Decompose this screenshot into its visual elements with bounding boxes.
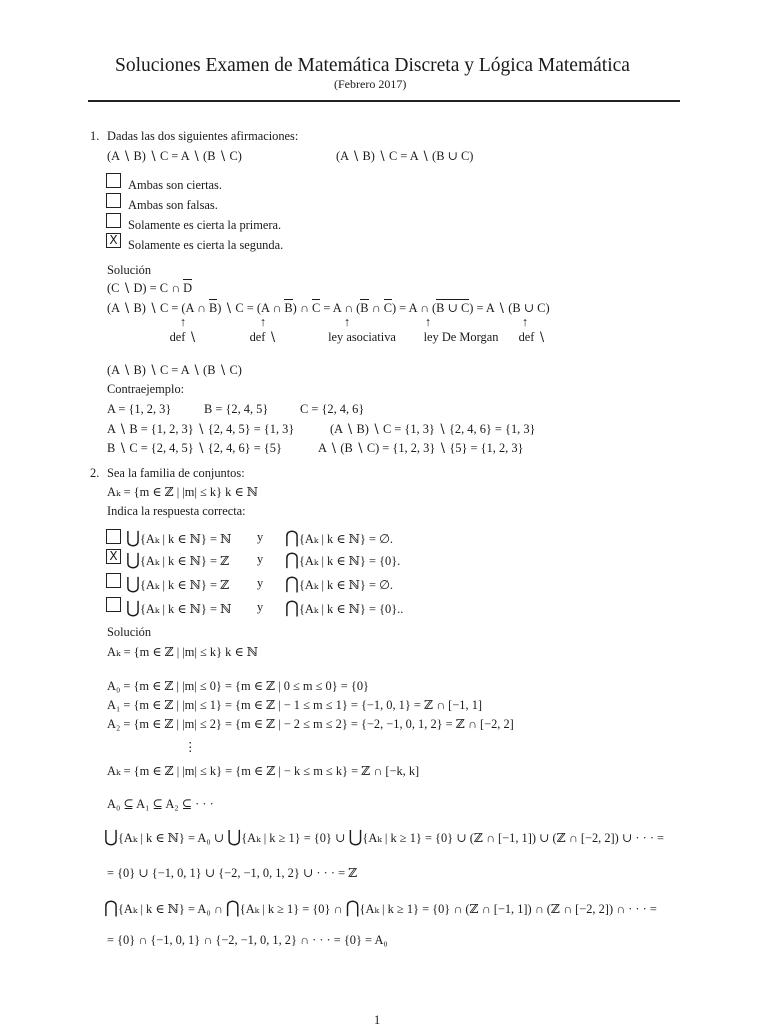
deriv-b1: B bbox=[208, 301, 218, 315]
intersection-symbol: ⋂ bbox=[104, 898, 118, 917]
union-line-s2: {Aₖ | k ≥ 1} = {0} ∪ bbox=[241, 831, 349, 845]
justification-3: ley asociativa bbox=[328, 330, 396, 344]
q1-option-1-label: Ambas son ciertas. bbox=[128, 178, 222, 192]
q1-option-2-checkbox[interactable] bbox=[106, 193, 121, 208]
q2-option-4-y: y bbox=[257, 600, 264, 614]
q1-number: 1. bbox=[90, 129, 100, 143]
q2-expansion-2: A₂ = {m ∈ ℤ | |m| ≤ 2} = {m ∈ ℤ | − 2 ≤ m ≤ 2} = {−2, −1, 0, 1, 2} = ℤ ∩ [−2, 2] bbox=[107, 717, 514, 731]
q2-option-3-checkbox[interactable] bbox=[106, 573, 121, 588]
q2-vdots: ⋮ bbox=[184, 740, 197, 754]
intersection-symbol: ⋂ bbox=[285, 574, 299, 593]
q2-expansion-0: A₀ = {m ∈ ℤ | |m| ≤ 0} = {m ∈ ℤ | 0 ≤ m ≤ 0} = {0} bbox=[107, 679, 369, 693]
q1-set-b: B = {2, 4, 5} bbox=[204, 402, 269, 416]
arrow-2: ↑ bbox=[259, 315, 267, 329]
q2-option-1-inter-text: {Aₖ | k ∈ ℕ} = ∅. bbox=[298, 532, 393, 546]
deriv-p6: ) = A ∩ ( bbox=[391, 301, 437, 315]
title-rule bbox=[88, 100, 680, 102]
q1-option-1-checkbox[interactable] bbox=[106, 173, 121, 188]
deriv-b4: B bbox=[360, 301, 369, 315]
deriv-p1: (A ∖ B) ∖ C = (A ∩ bbox=[107, 301, 209, 315]
q2-option-2-checkbox[interactable]: X bbox=[106, 549, 121, 564]
q1-calc-1: A ∖ B = {1, 2, 3} ∖ {2, 4, 5} = {1, 3} bbox=[107, 422, 295, 436]
arrow-5: ↑ bbox=[521, 315, 529, 329]
q1-set-c: C = {2, 4, 6} bbox=[300, 402, 365, 416]
q1-calc-4: A ∖ (B ∖ C) = {1, 2, 3} ∖ {5} = {1, 2, 3} bbox=[318, 441, 524, 455]
q2-inter-result: = {0} ∩ {−1, 0, 1} ∩ {−2, −1, 0, 1, 2} ∩ · · · = {0} = A₀ bbox=[107, 933, 388, 947]
justification-5: def ∖ bbox=[518, 330, 546, 344]
q2-inter-line bbox=[104, 899, 657, 916]
union-line-s3: {Aₖ | k ≥ 1} = {0} ∪ (ℤ ∩ [−1, 1]) ∪ (ℤ ∩ [−2, 2]) ∪ · · · = bbox=[362, 831, 665, 845]
q2-prompt: Indica la respuesta correcta: bbox=[107, 504, 246, 518]
page-title: Soluciones Examen de Matemática Discreta y Lógica Matemática bbox=[115, 55, 630, 76]
union-symbol: ⋃ bbox=[126, 574, 140, 593]
q2-family: Aₖ = {m ∈ ℤ | |m| ≤ k} k ∈ ℕ bbox=[107, 485, 259, 499]
arrow-3: ↑ bbox=[343, 315, 351, 329]
q2-option-1-inter bbox=[285, 529, 393, 546]
q2-option-4-checkbox[interactable] bbox=[106, 597, 121, 612]
q2-option-1-y: y bbox=[257, 530, 264, 544]
q2-option-3-union-text: {Aₖ | k ∈ ℕ} = ℤ bbox=[139, 578, 230, 592]
justification-1: def ∖ bbox=[169, 330, 197, 344]
q1-claim-a: (A ∖ B) ∖ C = A ∖ (B ∖ C) bbox=[107, 149, 242, 163]
q1-identity-bar: D bbox=[183, 281, 193, 295]
q2-option-3-inter bbox=[285, 575, 393, 592]
deriv-b3: C bbox=[311, 301, 321, 315]
q2-expansion-1: A₁ = {m ∈ ℤ | |m| ≤ 1} = {m ∈ ℤ | − 1 ≤ m ≤ 1} = {−1, 0, 1} = ℤ ∩ [−1, 1] bbox=[107, 698, 483, 712]
intersection-symbol: ⋂ bbox=[225, 898, 240, 917]
q1-option-4-label: Solamente es cierta la segunda. bbox=[128, 238, 284, 252]
deriv-b2: B bbox=[284, 301, 293, 315]
page-number: 1 bbox=[374, 1013, 381, 1027]
arrow-4: ↑ bbox=[424, 315, 432, 329]
q2-option-4-inter-text: {Aₖ | k ∈ ℕ} = {0}.. bbox=[298, 602, 404, 616]
q2-option-2-y: y bbox=[257, 552, 264, 566]
q2-option-4-union bbox=[126, 599, 231, 616]
q2-option-4-inter bbox=[285, 599, 403, 616]
justification-2: def ∖ bbox=[249, 330, 277, 344]
union-symbol: ⋃ bbox=[126, 550, 140, 569]
q1-derivation bbox=[107, 302, 550, 314]
q2-option-2-union bbox=[126, 551, 229, 568]
union-symbol: ⋃ bbox=[126, 528, 140, 547]
union-symbol: ⋃ bbox=[348, 827, 363, 846]
intersection-symbol: ⋂ bbox=[345, 898, 360, 917]
union-symbol: ⋃ bbox=[126, 598, 140, 617]
deriv-p2: ) ∖ C = (A ∩ bbox=[217, 301, 285, 315]
q2-option-3-union bbox=[126, 575, 229, 592]
union-line-s1: {Aₖ | k ∈ ℕ} = A₀ ∪ bbox=[117, 831, 228, 845]
q1-solution-heading: Solución bbox=[107, 263, 152, 277]
inter-line-s3: {Aₖ | k ≥ 1} = {0} ∩ (ℤ ∩ [−1, 1]) ∩ (ℤ ∩ [−2, 2]) ∩ · · · = bbox=[359, 902, 657, 916]
q2-chain: A₀ ⊆ A₁ ⊆ A₂ ⊆ · · · bbox=[107, 797, 214, 811]
deriv-p3: ) ∩ bbox=[292, 301, 312, 315]
union-symbol: ⋃ bbox=[227, 827, 242, 846]
inter-line-s1: {Aₖ | k ∈ ℕ} = A₀ ∩ bbox=[117, 902, 226, 916]
deriv-p4: = A ∩ ( bbox=[320, 301, 361, 315]
deriv-p5: ∩ bbox=[368, 301, 384, 315]
intersection-symbol: ⋂ bbox=[285, 550, 299, 569]
deriv-b5: C bbox=[383, 301, 392, 315]
q1-counter-claim: (A ∖ B) ∖ C = A ∖ (B ∖ C) bbox=[107, 363, 242, 377]
q2-option-4-union-text: {Aₖ | k ∈ ℕ} = ℕ bbox=[139, 602, 232, 616]
q2-option-3-y: y bbox=[257, 576, 264, 590]
intersection-symbol: ⋂ bbox=[285, 528, 299, 547]
q2-option-3-inter-text: {Aₖ | k ∈ ℕ} = ∅. bbox=[298, 578, 393, 592]
q1-calc-3: B ∖ C = {2, 4, 5} ∖ {2, 4, 6} = {5} bbox=[107, 441, 282, 455]
q1-set-a: A = {1, 2, 3} bbox=[107, 402, 172, 416]
q2-statement: Sea la familia de conjuntos: bbox=[107, 466, 245, 480]
q2-solution-heading: Solución bbox=[107, 625, 152, 639]
q1-counter-heading: Contraejemplo: bbox=[107, 382, 185, 396]
union-symbol: ⋃ bbox=[104, 827, 118, 846]
q2-option-1-union-text: {Aₖ | k ∈ ℕ} = ℕ bbox=[139, 532, 232, 546]
intersection-symbol: ⋂ bbox=[285, 598, 299, 617]
q2-option-1-checkbox[interactable] bbox=[106, 529, 121, 544]
q1-calc-2: (A ∖ B) ∖ C = {1, 3} ∖ {2, 4, 6} = {1, 3} bbox=[330, 422, 536, 436]
q2-union-result: = {0} ∪ {−1, 0, 1} ∪ {−2, −1, 0, 1, 2} ∪ · · · = ℤ bbox=[107, 866, 358, 880]
q1-option-2-label: Ambas son falsas. bbox=[128, 198, 218, 212]
deriv-p7: ) = A ∖ (B ∪ C) bbox=[469, 301, 550, 315]
q1-identity bbox=[107, 282, 192, 294]
q1-claim-b: (A ∖ B) ∖ C = A ∖ (B ∪ C) bbox=[336, 149, 474, 163]
page-subtitle: (Febrero 2017) bbox=[334, 77, 407, 91]
q2-union-line bbox=[104, 828, 664, 845]
q2-option-2-inter-text: {Aₖ | k ∈ ℕ} = {0}. bbox=[298, 554, 401, 568]
q1-identity-lhs: (C ∖ D) = C ∩ bbox=[107, 281, 184, 295]
q2-general: Aₖ = {m ∈ ℤ | |m| ≤ k} = {m ∈ ℤ | − k ≤ m ≤ k} = ℤ ∩ [−k, k] bbox=[107, 764, 420, 778]
q1-option-3-label: Solamente es cierta la primera. bbox=[128, 218, 282, 232]
arrow-1: ↑ bbox=[179, 315, 187, 329]
q2-option-1-union bbox=[126, 529, 231, 546]
deriv-b6: B ∪ C bbox=[436, 301, 470, 315]
q1-option-4-checkbox[interactable]: X bbox=[106, 233, 121, 248]
q2-family-again: Aₖ = {m ∈ ℤ | |m| ≤ k} k ∈ ℕ bbox=[107, 645, 259, 659]
inter-line-s2: {Aₖ | k ≥ 1} = {0} ∩ bbox=[239, 902, 346, 916]
q1-option-3-checkbox[interactable] bbox=[106, 213, 121, 228]
q2-number: 2. bbox=[90, 466, 100, 480]
q1-statement: Dadas las dos siguientes afirmaciones: bbox=[107, 129, 299, 143]
q2-option-2-inter bbox=[285, 551, 400, 568]
q2-option-2-union-text: {Aₖ | k ∈ ℕ} = ℤ bbox=[139, 554, 230, 568]
justification-4: ley De Morgan bbox=[423, 330, 499, 344]
